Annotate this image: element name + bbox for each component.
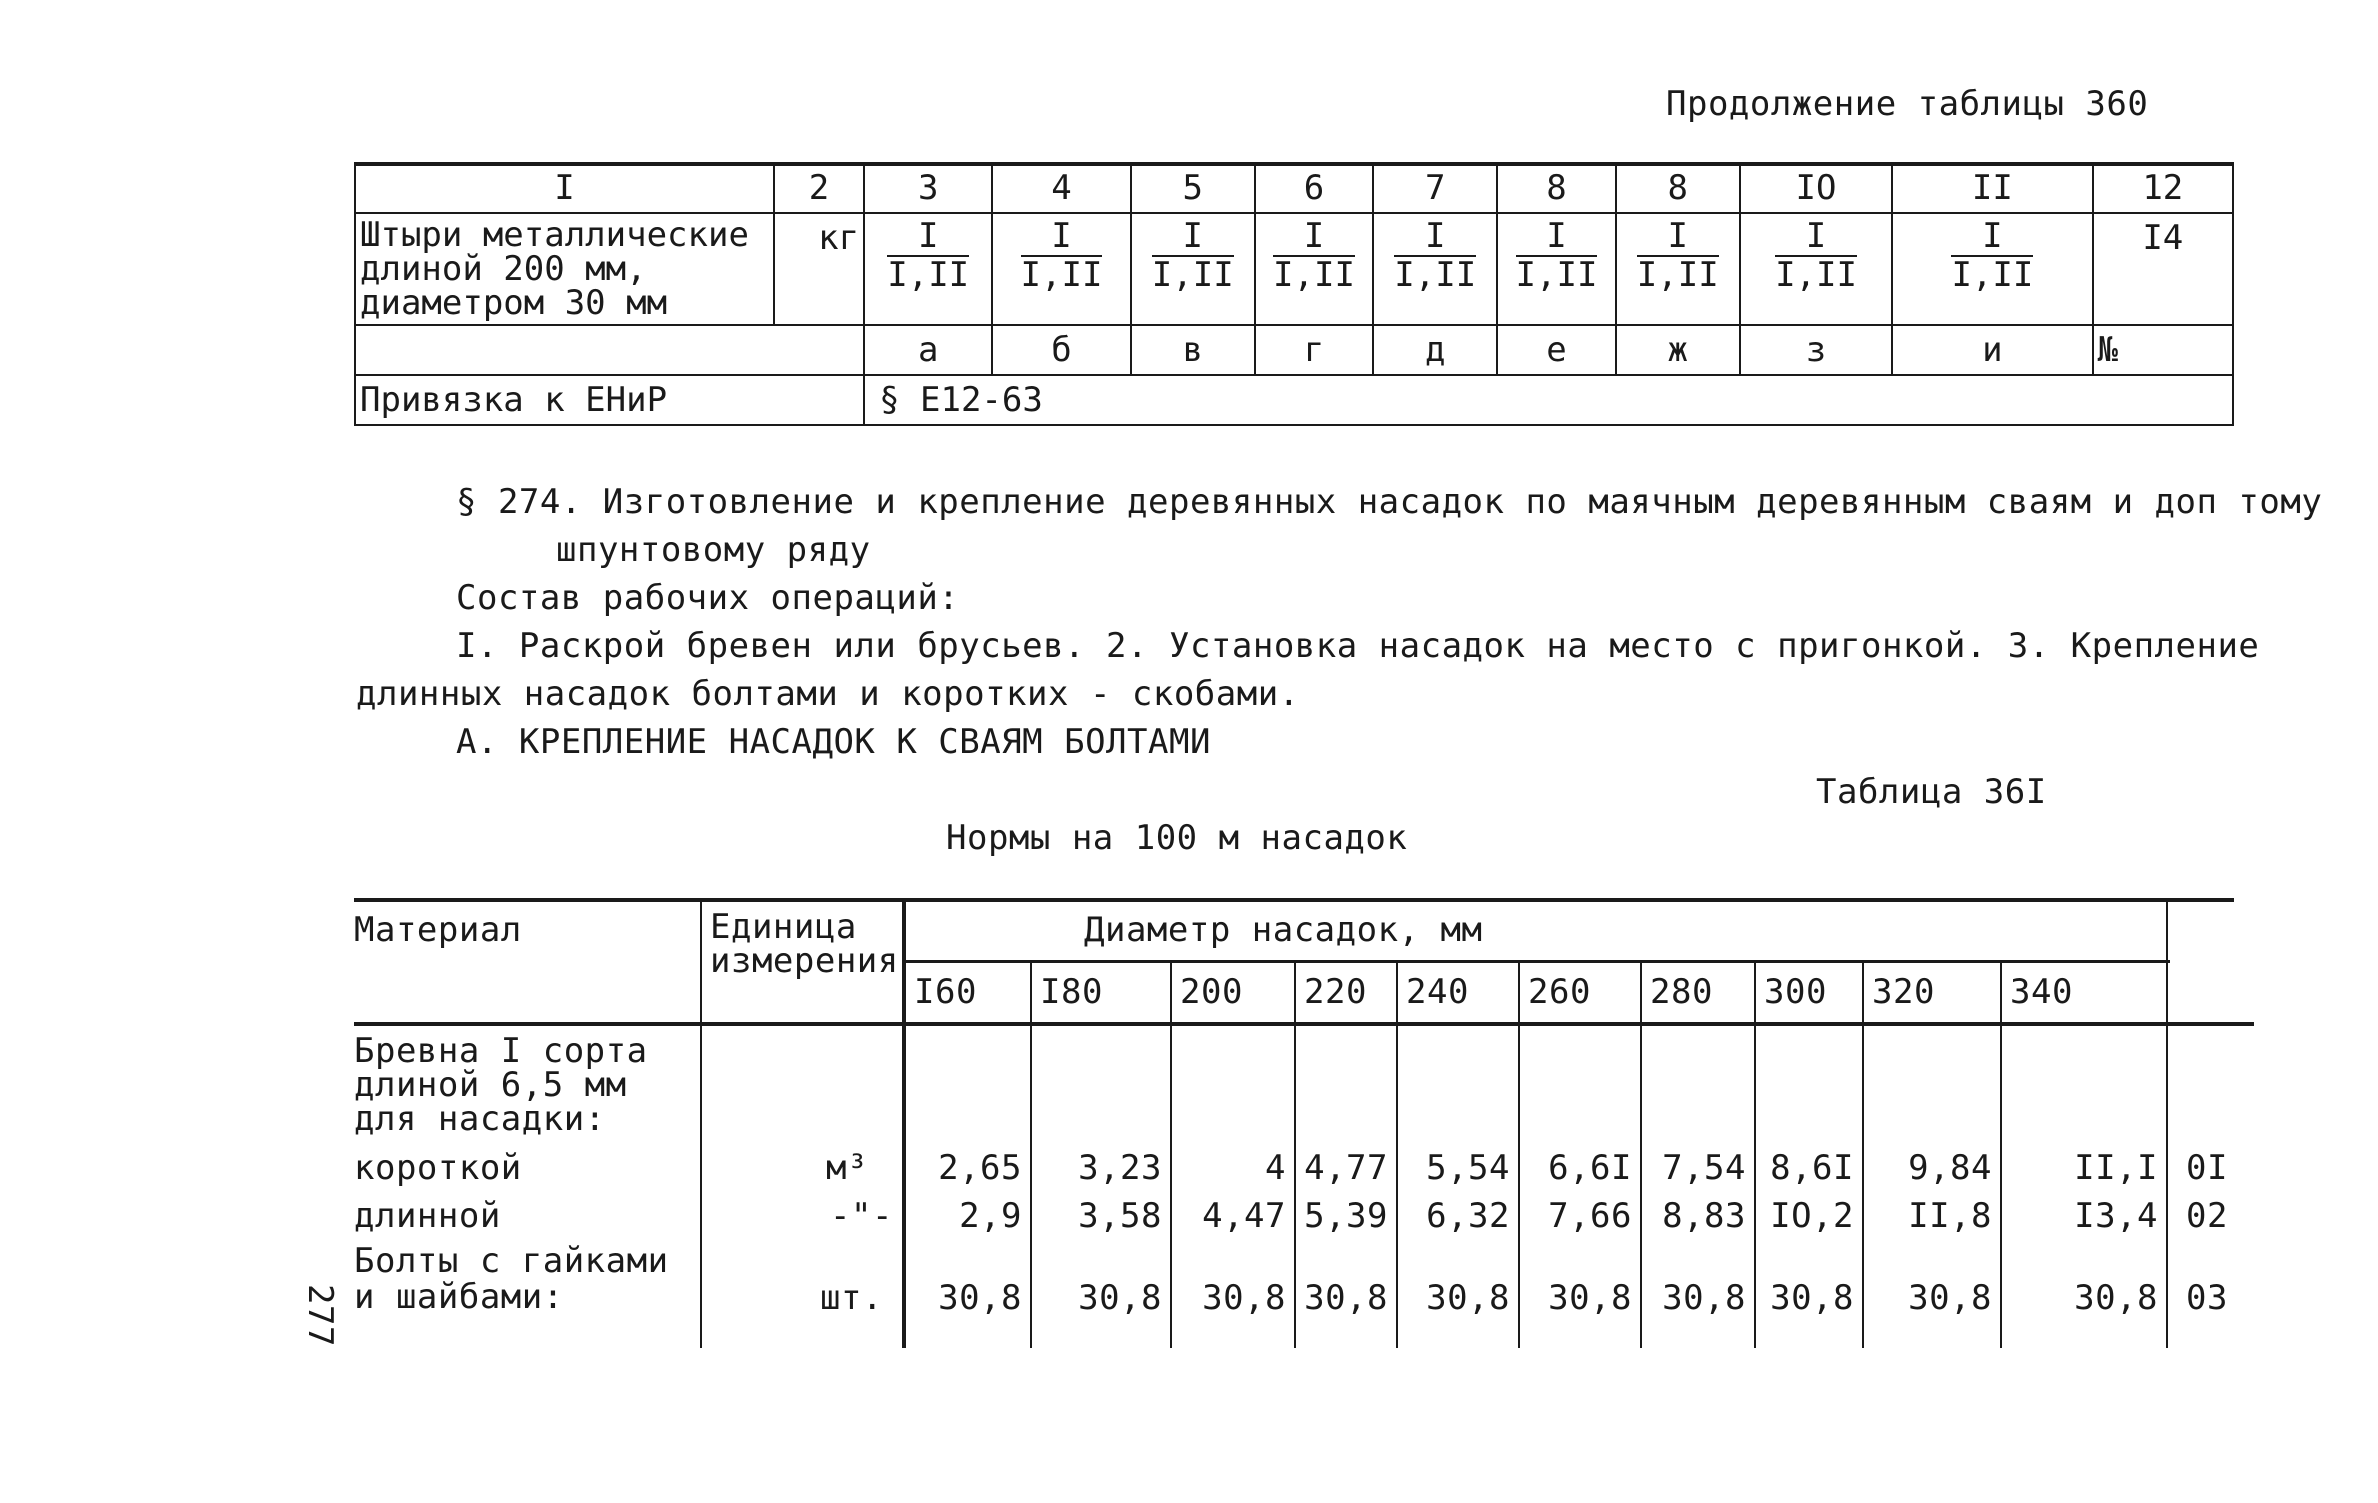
t361-cell-value: 8,6I xyxy=(1770,1148,1854,1188)
t361-vline xyxy=(2166,898,2168,1348)
t361-vline xyxy=(700,898,702,1348)
t361-cell-value: 5,39 xyxy=(1304,1196,1388,1236)
t361-row-unit: м³ xyxy=(826,1148,868,1188)
t361-cell-value: 30,8 xyxy=(1548,1278,1632,1318)
t361-row-unit: -"- xyxy=(830,1196,893,1236)
t361-cell-value: 6,32 xyxy=(1426,1196,1510,1236)
t360-h10: IO xyxy=(1740,163,1892,213)
section-title-line2: шпунтовому ряду xyxy=(556,530,871,570)
section-title-line1: § 274. Изготовление и крепление деревянных насадок по маячным деревянным сваям и доп тому xyxy=(456,482,2323,522)
t360-frac-5 xyxy=(1373,213,1497,325)
t361-row-code: 0I xyxy=(2186,1148,2228,1188)
frac-num: I xyxy=(1021,218,1103,257)
t361-row-unit: шт. xyxy=(820,1278,883,1318)
frac-num: I xyxy=(1951,218,2033,257)
t361-row-code: 02 xyxy=(2186,1196,2228,1236)
t361-diameter-header: 220 xyxy=(1304,972,1367,1012)
t360-frac-4 xyxy=(1255,213,1373,325)
t361-cell-value: I3,4 xyxy=(2074,1196,2158,1236)
subsection-heading: А. КРЕПЛЕНИЕ НАСАДОК К СВАЯМ БОЛТАМИ xyxy=(456,722,1211,762)
ops-heading: Состав рабочих операций: xyxy=(456,578,960,618)
t361-cell-value: 3,23 xyxy=(1078,1148,1162,1188)
t361-cell-value: II,8 xyxy=(1908,1196,1992,1236)
t361-row-name: Болты с гайками и шайбами: xyxy=(354,1241,669,1317)
table360-letter-row xyxy=(355,325,2233,375)
t360-frac-8 xyxy=(1740,213,1892,325)
t361-cell-value: 4 xyxy=(1265,1148,1286,1188)
frac-den: I,II xyxy=(1020,255,1103,296)
t361-cell-value: 30,8 xyxy=(1202,1278,1286,1318)
t361-row-name: длинной xyxy=(354,1196,501,1236)
t361-cell-value: 30,8 xyxy=(938,1278,1022,1318)
t361-diameter-header: I80 xyxy=(1040,972,1103,1012)
frac-den: I,II xyxy=(1515,255,1598,296)
table360-binding-row xyxy=(355,375,2233,425)
t361-cell-value: II,I xyxy=(2074,1148,2158,1188)
frac-den: I,II xyxy=(1273,255,1355,296)
t360-letter: е xyxy=(1497,325,1615,375)
t361-cell-value: 2,65 xyxy=(938,1148,1022,1188)
table361-diam-rule xyxy=(906,960,2170,963)
t360-h8: 8 xyxy=(1497,163,1615,213)
t361-row-code: 03 xyxy=(2186,1278,2228,1318)
t361-cell-value: 3,58 xyxy=(1078,1196,1162,1236)
continuation-label: Продолжение таблицы 360 xyxy=(1666,84,2149,124)
t361-cell-value: 4,77 xyxy=(1304,1148,1388,1188)
t360-h9: 8 xyxy=(1616,163,1740,213)
t360-binding-label: Привязка к ЕНиР xyxy=(355,375,864,425)
frac-den: I,II xyxy=(1394,255,1477,296)
t361-diameter-header: I60 xyxy=(914,972,977,1012)
t361-diameter-header: 200 xyxy=(1180,972,1243,1012)
t361-cell-value: 2,9 xyxy=(959,1196,1022,1236)
table361-header-rule xyxy=(354,1022,2254,1026)
t360-h3: 3 xyxy=(864,163,992,213)
t361-diameter-header: 280 xyxy=(1650,972,1713,1012)
t360-row-label: Штыри металлические длиной 200 мм, диаметром 30 мм xyxy=(355,213,774,325)
frac-den: I,II xyxy=(1775,255,1857,296)
t360-last-value: I4 xyxy=(2093,213,2233,325)
t361-cell-value: 4,47 xyxy=(1202,1196,1286,1236)
t361-cell-value: 6,6I xyxy=(1548,1148,1632,1188)
frac-num: I xyxy=(1775,218,1857,257)
t360-h6: 6 xyxy=(1255,163,1373,213)
t360-h4: 4 xyxy=(992,163,1130,213)
frac-num: I xyxy=(1394,218,1476,257)
t360-unit: кг xyxy=(774,213,864,325)
t361-cell-value: 5,54 xyxy=(1426,1148,1510,1188)
t360-binding-value: § Е12-63 xyxy=(864,375,2233,425)
t361-cell-value: 30,8 xyxy=(1662,1278,1746,1318)
t361-diameter-header: 320 xyxy=(1872,972,1935,1012)
t361-cell-value: 7,66 xyxy=(1548,1196,1632,1236)
frac-num: I xyxy=(887,218,969,257)
t360-frac-1 xyxy=(864,213,992,325)
t360-letter: № xyxy=(2093,325,2233,375)
frac-den: I,II xyxy=(1151,255,1234,296)
t360-h12: 12 xyxy=(2093,163,2233,213)
ops-line1: I. Раскрой бревен или брусьев. 2. Установка насадок на место с пригонкой. 3. Крепление xyxy=(456,626,2260,666)
t360-letter: г xyxy=(1255,325,1373,375)
table360-header-row xyxy=(355,163,2233,213)
t360-frac-6 xyxy=(1497,213,1615,325)
t360-h2: 2 xyxy=(774,163,864,213)
t361-diameter-header: 340 xyxy=(2010,972,2073,1012)
t361-col-material: Материал xyxy=(354,910,522,950)
t360-letter: з xyxy=(1740,325,1892,375)
t361-cell-value: 30,8 xyxy=(1426,1278,1510,1318)
table361-title: Нормы на 100 м насадок xyxy=(946,818,1408,858)
t361-cell-value: 30,8 xyxy=(2074,1278,2158,1318)
t361-cell-value: 30,8 xyxy=(1908,1278,1992,1318)
t361-cell-value: 8,83 xyxy=(1662,1196,1746,1236)
t360-frac-2 xyxy=(992,213,1130,325)
t361-cell-value: 9,84 xyxy=(1908,1148,1992,1188)
t361-col-unit: Единица измерения xyxy=(710,907,899,981)
t360-letter: б xyxy=(992,325,1130,375)
t361-diameter-header: 300 xyxy=(1764,972,1827,1012)
frac-den: I,II xyxy=(1636,255,1719,296)
t360-frac-3 xyxy=(1131,213,1255,325)
t361-row-name: короткой xyxy=(354,1148,522,1188)
t360-h1: I xyxy=(355,163,774,213)
t360-letter-blank xyxy=(355,325,864,375)
t360-letter: ж xyxy=(1616,325,1740,375)
t361-cell-value: 7,54 xyxy=(1662,1148,1746,1188)
frac-num: I xyxy=(1516,218,1598,257)
t361-diameter-header: 260 xyxy=(1528,972,1591,1012)
frac-num: I xyxy=(1273,218,1355,257)
t361-cell-value: 30,8 xyxy=(1770,1278,1854,1318)
t361-cell-value: 30,8 xyxy=(1304,1278,1388,1318)
page-number: 277 xyxy=(300,1284,340,1347)
t360-h7: 7 xyxy=(1373,163,1497,213)
t361-cell-value: IO,2 xyxy=(1770,1196,1854,1236)
frac-den: I,II xyxy=(887,255,970,296)
table360-data-row xyxy=(355,213,2233,325)
table361-top-rule xyxy=(354,898,2234,902)
ops-line2: длинных насадок болтами и коротких - скобами. xyxy=(356,674,1300,714)
t360-frac-7 xyxy=(1616,213,1740,325)
t360-h11: II xyxy=(1892,163,2092,213)
t360-letter: д xyxy=(1373,325,1497,375)
t361-col-diam: Диаметр насадок, мм xyxy=(1084,910,1483,950)
frac-num: I xyxy=(1152,218,1234,257)
frac-num: I xyxy=(1637,218,1719,257)
table361-number: Таблица 36I xyxy=(1816,772,2047,812)
t360-frac-9 xyxy=(1892,213,2092,325)
frac-den: I,II xyxy=(1951,255,2034,296)
table-360 xyxy=(354,162,2234,426)
t361-cell-value: 30,8 xyxy=(1078,1278,1162,1318)
t361-diameter-header: 240 xyxy=(1406,972,1469,1012)
t360-letter: а xyxy=(864,325,992,375)
t360-h5: 5 xyxy=(1131,163,1255,213)
t360-letter: и xyxy=(1892,325,2092,375)
t360-letter: в xyxy=(1131,325,1255,375)
t361-group-label: Бревна I сорта длиной 6,5 мм для насадки: xyxy=(354,1031,648,1139)
